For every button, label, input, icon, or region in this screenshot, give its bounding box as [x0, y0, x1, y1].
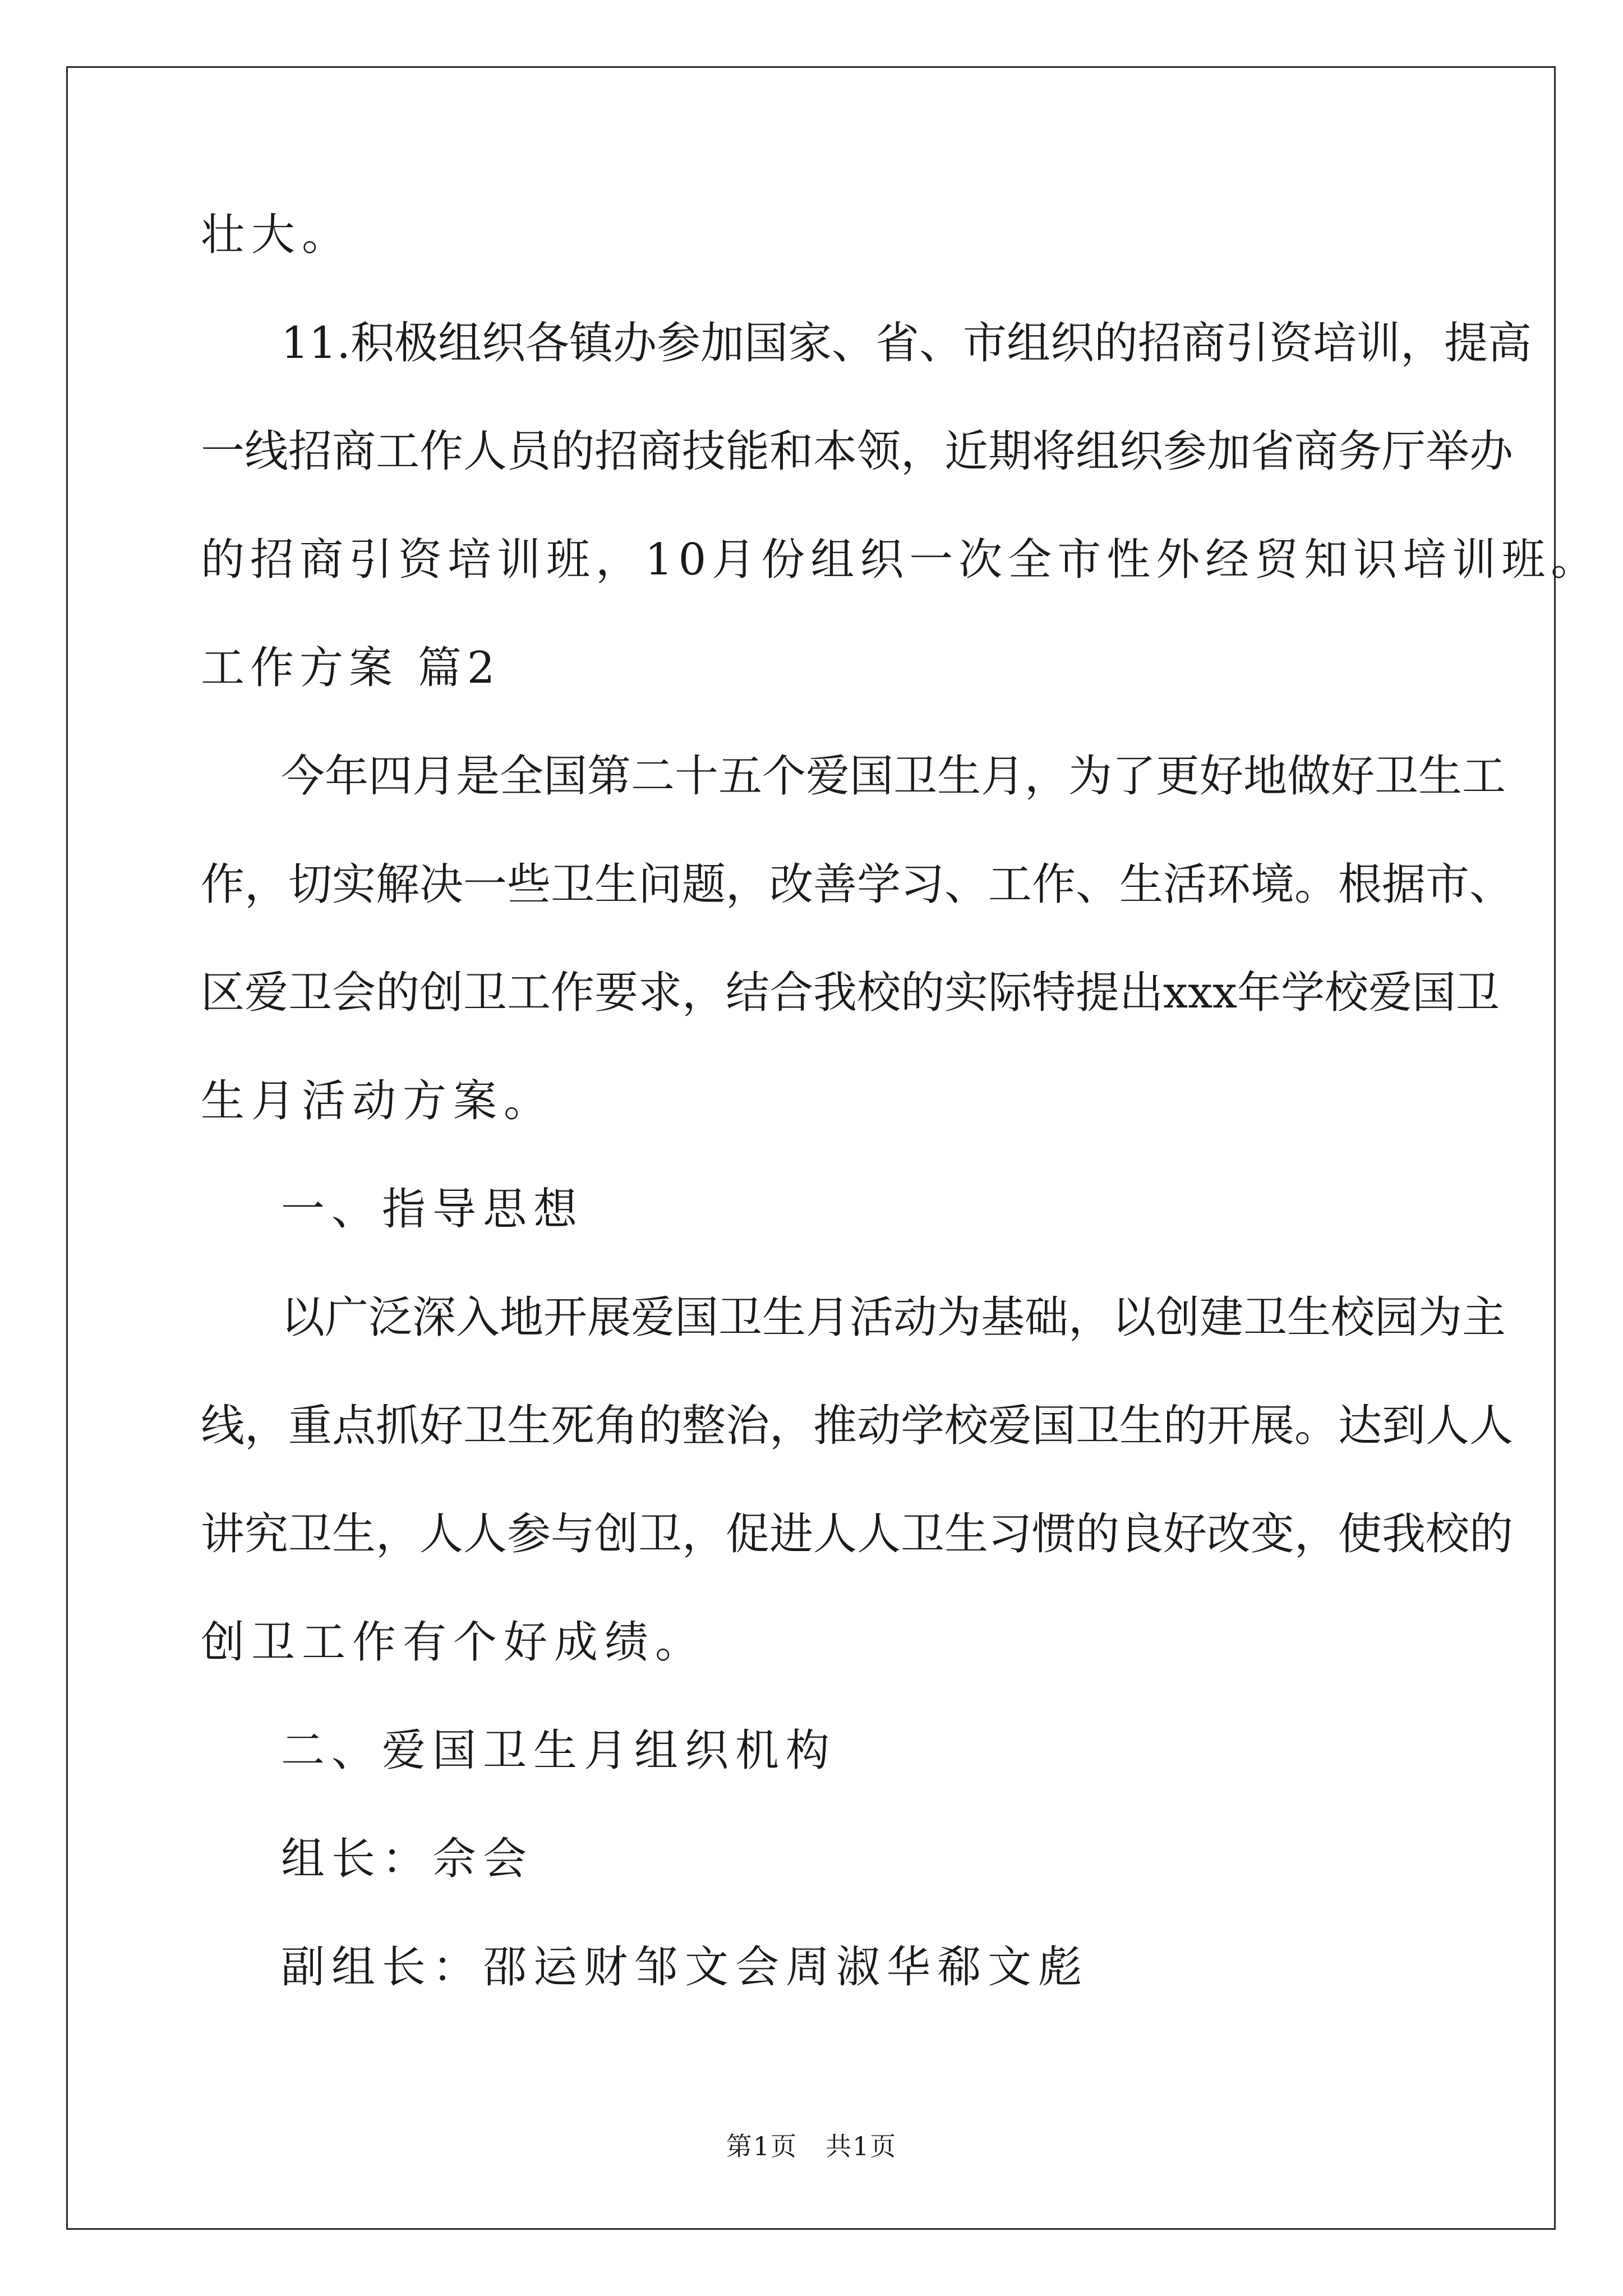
paragraph-line: 一线招商工作人员的招商技能和本领，近期将组织参加省商务厅举办: [201, 426, 1514, 477]
paragraph-line: 讲究卫生，人人参与创卫，促进人人卫生习惯的良好改变，使我校的: [201, 1509, 1514, 1559]
section-heading: 工作方案 篇2: [201, 643, 501, 693]
page-total: 共1页: [826, 2131, 897, 2161]
paragraph-line: 生月活动方案。: [201, 1076, 555, 1126]
paragraph-line: 的招商引资培训班，10月份组织一次全市性外经贸知识培训班。: [201, 535, 1601, 585]
paragraph-line: 创卫工作有个好成绩。: [201, 1617, 706, 1668]
paragraph-line: 以广泛深入地开展爱国卫生月活动为基础，以创建卫生校园为主: [281, 1292, 1506, 1343]
paragraph-line: 线，重点抓好卫生死角的整治，推动学校爱国卫生的开展。达到人人: [201, 1401, 1514, 1451]
paragraph-line: 组长：佘会: [281, 1834, 534, 1884]
subsection-heading: 一、指导思想: [281, 1184, 584, 1235]
page-footer: [0, 2126, 1623, 2163]
paragraph-line: 副组长：邵运财邹文会周淑华郗文彪: [281, 1942, 1089, 1993]
paragraph-line: 作，切实解决一些卫生问题，改善学习、工作、生活环境。根据市、: [201, 859, 1514, 910]
paragraph-line: 今年四月是全国第二十五个爱国卫生月，为了更好地做好卫生工: [281, 751, 1506, 802]
paragraph-line: 区爱卫会的创卫工作要求，结合我校的实际特提出xxx年学校爱国卫: [201, 968, 1500, 1018]
page-number: 第1页: [726, 2131, 797, 2161]
paragraph-line: 壮大。: [201, 210, 353, 260]
page-border: [66, 66, 1556, 2230]
paragraph-line: 11.积极组织各镇办参加国家、省、市组织的招商引资培训，提高: [281, 318, 1532, 369]
subsection-heading: 二、爱国卫生月组织机构: [281, 1726, 837, 1776]
